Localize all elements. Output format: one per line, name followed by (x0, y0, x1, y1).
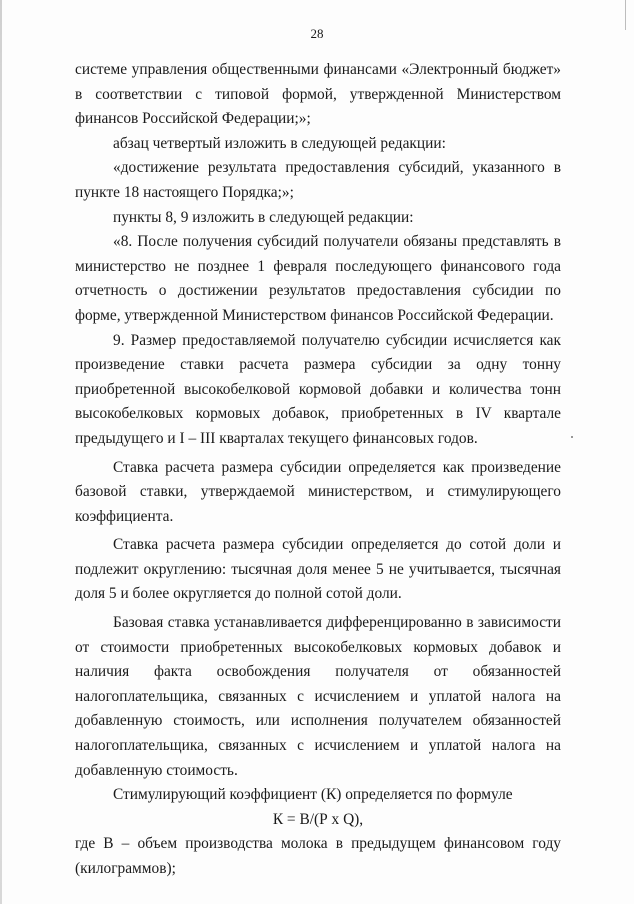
formula: К = В/(Р х Q), (272, 810, 364, 828)
paragraph: Стимулирующий коэффициент (К) определяется по формуле (113, 786, 513, 804)
paragraph: Ставка расчета размера субсидии определяется как произведение базовой ставки, утверждаемой министерством, и стимулирующего коэффициента. (75, 458, 561, 525)
paragraph: системе управления общественными финансами «Электронный бюджет» в соответствии с типовой формой, утвержденной Министерством финансов Российской Федерации;»; (75, 61, 561, 128)
paragraph: Ставка расчета размера субсидии определяется до сотой доли и подлежит округлению: тысячная доля менее 5 не учитывается, тысячная доля 5 и более округляется до полной сотой доли. (75, 536, 561, 603)
paragraph: 9. Размер предоставляемой получателю субсидии исчисляется как произведение ставки расчета размера субсидии за одну тонну приобретенной высокобелковой кормовой добавки и количества тонн высокобелковых кормовых добавок, приобретенных в IV квартале предыдущего и I – III кварталах текущего финансовых годов. (75, 331, 561, 447)
page-number: 28 (310, 26, 324, 41)
scan-edge (0, 0, 2, 904)
paragraph: пункты 8, 9 изложить в следующей редакции: (113, 208, 414, 226)
paragraph: «достижение результата предоставления субсидий, указанного в пункте 18 настоящего Порядка;»; (75, 159, 561, 201)
paragraph: абзац четвертый изложить в следующей редакции: (113, 134, 446, 152)
scan-speck (571, 436, 573, 438)
document-body (75, 58, 561, 882)
paragraph: «8. После получения субсидий получатели обязаны представлять в министерство не позднее 1 февраля последующего финансового года отчетность о достижении результатов предоставления субсидии по форме, утвержденной Министерством финансов Российской Федерации. (75, 233, 561, 324)
paragraph: Базовая ставка устанавливается дифференцированно в зависимости от стоимости приобретенных высокобелковых кормовых добавок и наличия факта освобождения получателя от обязанностей налогоплательщика, связанных с исчислением и уплатой налога на добавленную стоимость, или исполнения получателем обязанностей налогоплательщика, связанных с исчислением и уплатой налога на добавленную стоимость. (75, 614, 561, 779)
formula-explanation: где В – объем производства молока в предыдущем финансовом году (килограммов); (75, 835, 561, 877)
